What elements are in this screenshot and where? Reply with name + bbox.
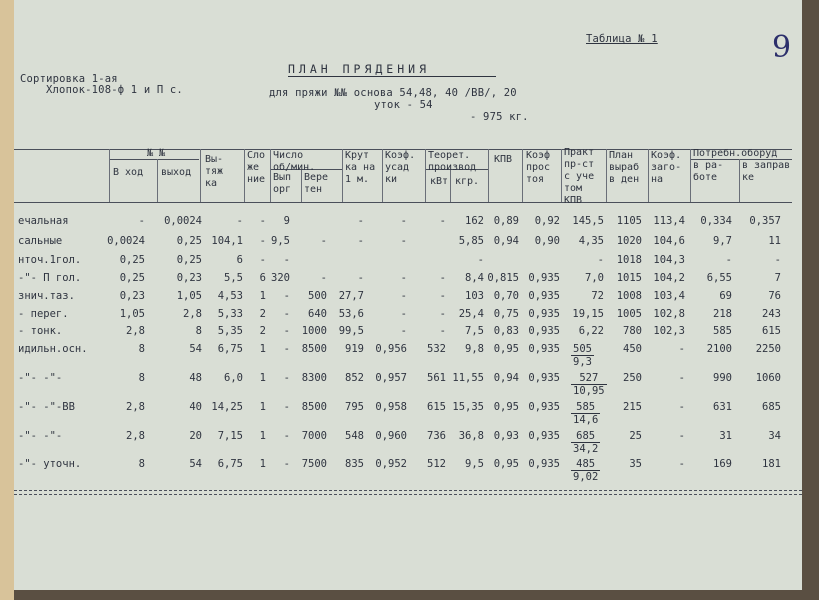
- cell-practical: -: [597, 254, 604, 266]
- cell-sp1: -: [283, 325, 290, 337]
- title-underline: [288, 76, 496, 77]
- cell-name: -"- -"-: [18, 372, 63, 384]
- cell-t2: 25,4: [458, 308, 484, 320]
- cell-plan: 250: [623, 372, 642, 384]
- header-idle: Коэф прос тоя: [526, 150, 551, 185]
- cell-shrink: 0,952: [375, 458, 407, 470]
- cell-out: 8: [195, 325, 202, 337]
- cell-n2: -: [774, 254, 781, 266]
- cell-n1: 6,55: [706, 272, 732, 284]
- cell-fold: 6: [259, 272, 266, 284]
- cell-sp1: -: [283, 254, 290, 266]
- cell-plan: 780: [623, 325, 642, 337]
- cell-t2: 103: [465, 290, 484, 302]
- cell-coef: 102,3: [653, 325, 685, 337]
- cell-idle: 0,935: [528, 458, 560, 470]
- cell-n1: 31: [719, 430, 732, 442]
- cell-t2: 162: [465, 215, 484, 227]
- cell-idle: 0,935: [528, 272, 560, 284]
- fraction-numerator: 527: [571, 372, 607, 385]
- cell-out: 0,23: [176, 272, 202, 284]
- cell-in: 2,8: [126, 325, 145, 337]
- cell-coef: 102,8: [653, 308, 685, 320]
- cell-idle: 0,935: [528, 401, 560, 413]
- cell-t2: -: [477, 254, 484, 266]
- cell-kpv: 0,75: [493, 308, 519, 320]
- cell-shrink: -: [400, 290, 407, 302]
- cell-sp1: -: [283, 290, 290, 302]
- cell-in: 0,25: [119, 254, 145, 266]
- header-speed: Число об/мин.: [273, 150, 316, 173]
- cell-draft: 6,75: [217, 458, 243, 470]
- cell-name: сальные: [18, 235, 63, 247]
- header-bottom-rule: [14, 202, 792, 203]
- cell-sp2: 1000: [301, 325, 327, 337]
- header-nn: № №: [147, 148, 166, 159]
- cell-t2: 8,4: [465, 272, 484, 284]
- cell-practical: 6,22: [578, 325, 604, 337]
- bottom-rule-2: [14, 494, 802, 495]
- cell-sp1: -: [283, 430, 290, 442]
- cell-fold: 1: [259, 372, 266, 384]
- fraction-denominator: 9,02: [573, 471, 599, 483]
- cell-idle: 0,935: [528, 308, 560, 320]
- cell-idle: 0,92: [534, 215, 560, 227]
- cell-t1: 561: [427, 372, 446, 384]
- cell-coef: -: [678, 401, 685, 413]
- cell-t2: 9,5: [465, 458, 484, 470]
- cell-in: 2,8: [126, 430, 145, 442]
- cell-t1: 736: [427, 430, 446, 442]
- cell-n1: 218: [713, 308, 732, 320]
- cell-draft: 6,0: [224, 372, 243, 384]
- header-plan: План выраб в ден: [609, 150, 640, 185]
- cell-n1: 169: [713, 458, 732, 470]
- cell-t1: 615: [427, 401, 446, 413]
- cell-sp2: -: [320, 272, 327, 284]
- header-shrink: Коэф. усад ки: [385, 150, 416, 185]
- cell-twist: 852: [345, 372, 364, 384]
- cell-plan: 1015: [616, 272, 642, 284]
- cell-sp1: 9,5: [271, 235, 290, 247]
- cell-shrink: -: [400, 325, 407, 337]
- cell-plan: 1008: [616, 290, 642, 302]
- cell-kpv: 0,94: [493, 372, 519, 384]
- cell-t1: 512: [427, 458, 446, 470]
- cell-in: 0,25: [119, 272, 145, 284]
- cell-draft: 4,53: [217, 290, 243, 302]
- cell-n1: 0,334: [700, 215, 732, 227]
- cell-idle: 0,935: [528, 372, 560, 384]
- cell-coef: -: [678, 343, 685, 355]
- cell-practical-fraction: [571, 401, 600, 426]
- cell-n1: 9,7: [713, 235, 732, 247]
- cell-twist: 919: [345, 343, 364, 355]
- cell-n2: 0,357: [749, 215, 781, 227]
- header-theor-sub1: кВт: [430, 176, 449, 187]
- header-draft: Вы- тяж ка: [205, 154, 224, 189]
- cell-t1: 532: [427, 343, 446, 355]
- cell-t2: 9,8: [465, 343, 484, 355]
- cell-n2: 34: [768, 430, 781, 442]
- cell-out: 48: [189, 372, 202, 384]
- sort-line: Сортировка 1-ая: [20, 73, 118, 85]
- cell-coef: 104,6: [653, 235, 685, 247]
- cell-n2: 76: [768, 290, 781, 302]
- cell-in: 0,23: [119, 290, 145, 302]
- cell-name: -"- уточн.: [18, 458, 82, 470]
- cell-twist: 548: [345, 430, 364, 442]
- header-need: Потребн.оборуд: [693, 148, 778, 159]
- cell-practical: 19,15: [572, 308, 604, 320]
- cell-shrink: -: [400, 215, 407, 227]
- cell-kpv: 0,70: [493, 290, 519, 302]
- cell-out: 54: [189, 343, 202, 355]
- cell-out: 0,0024: [164, 215, 202, 227]
- cell-n1: 631: [713, 401, 732, 413]
- yarn-line-3: - 975 кг.: [470, 111, 529, 123]
- cell-out: 40: [189, 401, 202, 413]
- cell-idle: 0,935: [528, 430, 560, 442]
- cell-fold: -: [259, 215, 266, 227]
- yarn-line-1: для пряжи №№ основа 54,48, 40 /ВВ/, 20: [269, 87, 517, 99]
- cell-shrink: 0,957: [375, 372, 407, 384]
- cell-plan: 1105: [616, 215, 642, 227]
- cell-name: - тонк.: [18, 325, 63, 337]
- cell-shrink: -: [400, 235, 407, 247]
- cell-shrink: -: [400, 272, 407, 284]
- cell-draft: 5,35: [217, 325, 243, 337]
- header-need-sub2: в заправ ке: [742, 160, 791, 183]
- cell-practical-fraction: [571, 343, 594, 368]
- cell-sp2: -: [320, 235, 327, 247]
- cell-idle: 0,90: [534, 235, 560, 247]
- cell-twist: 27,7: [338, 290, 364, 302]
- cell-draft: 5,33: [217, 308, 243, 320]
- fraction-denominator: 9,3: [573, 356, 592, 368]
- cell-twist: -: [357, 215, 364, 227]
- cell-sp1: -: [283, 401, 290, 413]
- fraction-numerator: 505: [573, 343, 592, 355]
- cell-name: нточ.1гол.: [18, 254, 82, 266]
- cell-sp1: -: [283, 458, 290, 470]
- cell-coef: -: [678, 372, 685, 384]
- cell-kpv: 0,93: [493, 430, 519, 442]
- cell-draft: -: [236, 215, 243, 227]
- cell-in: -: [138, 215, 145, 227]
- cell-n2: 2250: [755, 343, 781, 355]
- cell-idle: 0,935: [528, 325, 560, 337]
- cell-sp2: 8300: [301, 372, 327, 384]
- cell-practical: 4,35: [578, 235, 604, 247]
- cell-plan: 25: [629, 430, 642, 442]
- cell-coef: 113,4: [653, 215, 685, 227]
- cell-twist: -: [357, 272, 364, 284]
- cell-shrink: 0,960: [375, 430, 407, 442]
- cell-t2: 5,85: [458, 235, 484, 247]
- cell-draft: 6,75: [217, 343, 243, 355]
- cell-t1: -: [439, 325, 446, 337]
- cell-practical: 72: [591, 290, 604, 302]
- cell-sp1: 320: [271, 272, 290, 284]
- cell-plan: 1018: [616, 254, 642, 266]
- cell-out: 20: [189, 430, 202, 442]
- fraction-denominator: 34,2: [573, 443, 599, 455]
- cell-coef: 104,2: [653, 272, 685, 284]
- cell-t2: 11,55: [452, 372, 484, 384]
- cell-coef: 103,4: [653, 290, 685, 302]
- cell-twist: -: [357, 235, 364, 247]
- cell-fold: 1: [259, 458, 266, 470]
- cell-coef: -: [678, 458, 685, 470]
- cell-twist: 99,5: [338, 325, 364, 337]
- header-kpv: КПВ: [494, 154, 513, 165]
- cell-kpv: 0,94: [493, 235, 519, 247]
- cell-sp2: 500: [308, 290, 327, 302]
- cell-kpv: 0,95: [493, 401, 519, 413]
- fraction-denominator: 10,95: [573, 385, 605, 397]
- header-speed-sub2: Вере тен: [304, 172, 329, 195]
- cell-sp2: 7500: [301, 458, 327, 470]
- cell-kpv: 0,89: [493, 215, 519, 227]
- cell-plan: 450: [623, 343, 642, 355]
- cell-draft: 5,5: [224, 272, 243, 284]
- bottom-rule-1: [14, 490, 802, 491]
- cell-kpv: 0,95: [493, 343, 519, 355]
- header-practical: Практ пр-ст с уче том КПВ: [564, 147, 595, 206]
- fraction-numerator: 685: [571, 430, 600, 443]
- cell-n2: 11: [768, 235, 781, 247]
- cell-n1: -: [725, 254, 732, 266]
- cell-n1: 585: [713, 325, 732, 337]
- cell-fold: 2: [259, 325, 266, 337]
- cell-t1: -: [439, 308, 446, 320]
- cell-shrink: -: [400, 308, 407, 320]
- page-number: 9: [772, 30, 792, 65]
- cell-shrink: 0,956: [375, 343, 407, 355]
- cell-in: 2,8: [126, 401, 145, 413]
- binder-edge: [0, 0, 14, 600]
- cell-sp1: -: [283, 372, 290, 384]
- cell-in: 8: [138, 458, 145, 470]
- cell-sp1: -: [283, 308, 290, 320]
- header-out: выход: [161, 167, 192, 178]
- cell-kpv: 0,815: [487, 272, 519, 284]
- cell-sp1: 9: [283, 215, 290, 227]
- fraction-numerator: 585: [571, 401, 600, 414]
- header-need-sub1: в ра- боте: [693, 160, 724, 183]
- header-twist: Крут ка на 1 м.: [345, 150, 376, 185]
- cell-practical-fraction: [571, 430, 600, 455]
- cell-out: 54: [189, 458, 202, 470]
- page-title: ПЛАН ПРЯДЕНИЯ: [288, 62, 431, 76]
- cell-in: 1,05: [119, 308, 145, 320]
- cotton-line: Хлопок-108-ф 1 и П с.: [46, 84, 183, 96]
- cell-in: 8: [138, 372, 145, 384]
- cell-n1: 69: [719, 290, 732, 302]
- header-fold: Сло же ние: [247, 150, 266, 185]
- cell-in: 8: [138, 343, 145, 355]
- cell-fold: 1: [259, 430, 266, 442]
- cell-sp1: -: [283, 343, 290, 355]
- cell-draft: 14,25: [211, 401, 243, 413]
- table-label: Таблица № 1: [586, 33, 658, 45]
- cell-sp2: 7000: [301, 430, 327, 442]
- cell-sp2: 8500: [301, 401, 327, 413]
- cell-practical-fraction: [571, 372, 607, 397]
- cell-n2: 615: [762, 325, 781, 337]
- cell-practical: 7,0: [585, 272, 604, 284]
- header-speed-sub1: Вып орг: [273, 172, 292, 195]
- cell-out: 0,25: [176, 254, 202, 266]
- cell-fold: 1: [259, 343, 266, 355]
- cell-shrink: 0,958: [375, 401, 407, 413]
- cell-out: 0,25: [176, 235, 202, 247]
- cell-coef: -: [678, 430, 685, 442]
- cell-draft: 104,1: [211, 235, 243, 247]
- yarn-line-2: уток - 54: [374, 99, 433, 111]
- cell-out: 2,8: [183, 308, 202, 320]
- cell-idle: 0,935: [528, 290, 560, 302]
- cell-n2: 243: [762, 308, 781, 320]
- cell-t2: 36,8: [458, 430, 484, 442]
- cell-name: знич.таз.: [18, 290, 75, 302]
- cell-plan: 35: [629, 458, 642, 470]
- cell-fold: 2: [259, 308, 266, 320]
- cell-n2: 7: [774, 272, 781, 284]
- cell-t1: -: [439, 290, 446, 302]
- cell-n2: 685: [762, 401, 781, 413]
- cell-t2: 7,5: [465, 325, 484, 337]
- cell-idle: 0,935: [528, 343, 560, 355]
- cell-draft: 7,15: [217, 430, 243, 442]
- cell-draft: 6: [236, 254, 243, 266]
- cell-plan: 1020: [616, 235, 642, 247]
- document-page: [14, 0, 802, 590]
- cell-name: -"- П гол.: [18, 272, 82, 284]
- cell-kpv: 0,83: [493, 325, 519, 337]
- cell-name: ечальная: [18, 215, 69, 227]
- header-in: В ход: [113, 167, 144, 178]
- cell-plan: 1005: [616, 308, 642, 320]
- cell-name: - перег.: [18, 308, 69, 320]
- cell-sp2: 8500: [301, 343, 327, 355]
- header-theor-sub2: кгр.: [455, 176, 480, 187]
- cell-n1: 990: [713, 372, 732, 384]
- cell-coef: 104,3: [653, 254, 685, 266]
- header-coef: Коэф. заго- на: [651, 150, 682, 185]
- cell-n2: 1060: [755, 372, 781, 384]
- cell-in: 0,0024: [107, 235, 145, 247]
- cell-n2: 181: [762, 458, 781, 470]
- cell-t1: -: [439, 272, 446, 284]
- cell-sp2: 640: [308, 308, 327, 320]
- cell-fold: 1: [259, 401, 266, 413]
- cell-name: идильн.осн.: [18, 343, 88, 355]
- cell-twist: 53,6: [338, 308, 364, 320]
- cell-twist: 795: [345, 401, 364, 413]
- cell-t2: 15,35: [452, 401, 484, 413]
- cell-fold: -: [259, 235, 266, 247]
- cell-twist: 835: [345, 458, 364, 470]
- cell-plan: 215: [623, 401, 642, 413]
- cell-practical: 145,5: [572, 215, 604, 227]
- cell-out: 1,05: [176, 290, 202, 302]
- cell-kpv: 0,95: [493, 458, 519, 470]
- cell-name: -"- -"-ВВ: [18, 401, 75, 413]
- header-theor: Теорет. производ: [428, 150, 477, 173]
- fraction-numerator: 485: [571, 458, 600, 471]
- cell-fold: -: [259, 254, 266, 266]
- cell-name: -"- -"-: [18, 430, 63, 442]
- cell-fold: 1: [259, 290, 266, 302]
- cell-t1: -: [439, 215, 446, 227]
- cell-n1: 2100: [706, 343, 732, 355]
- fraction-denominator: 14,6: [573, 414, 599, 426]
- cell-practical-fraction: [571, 458, 600, 483]
